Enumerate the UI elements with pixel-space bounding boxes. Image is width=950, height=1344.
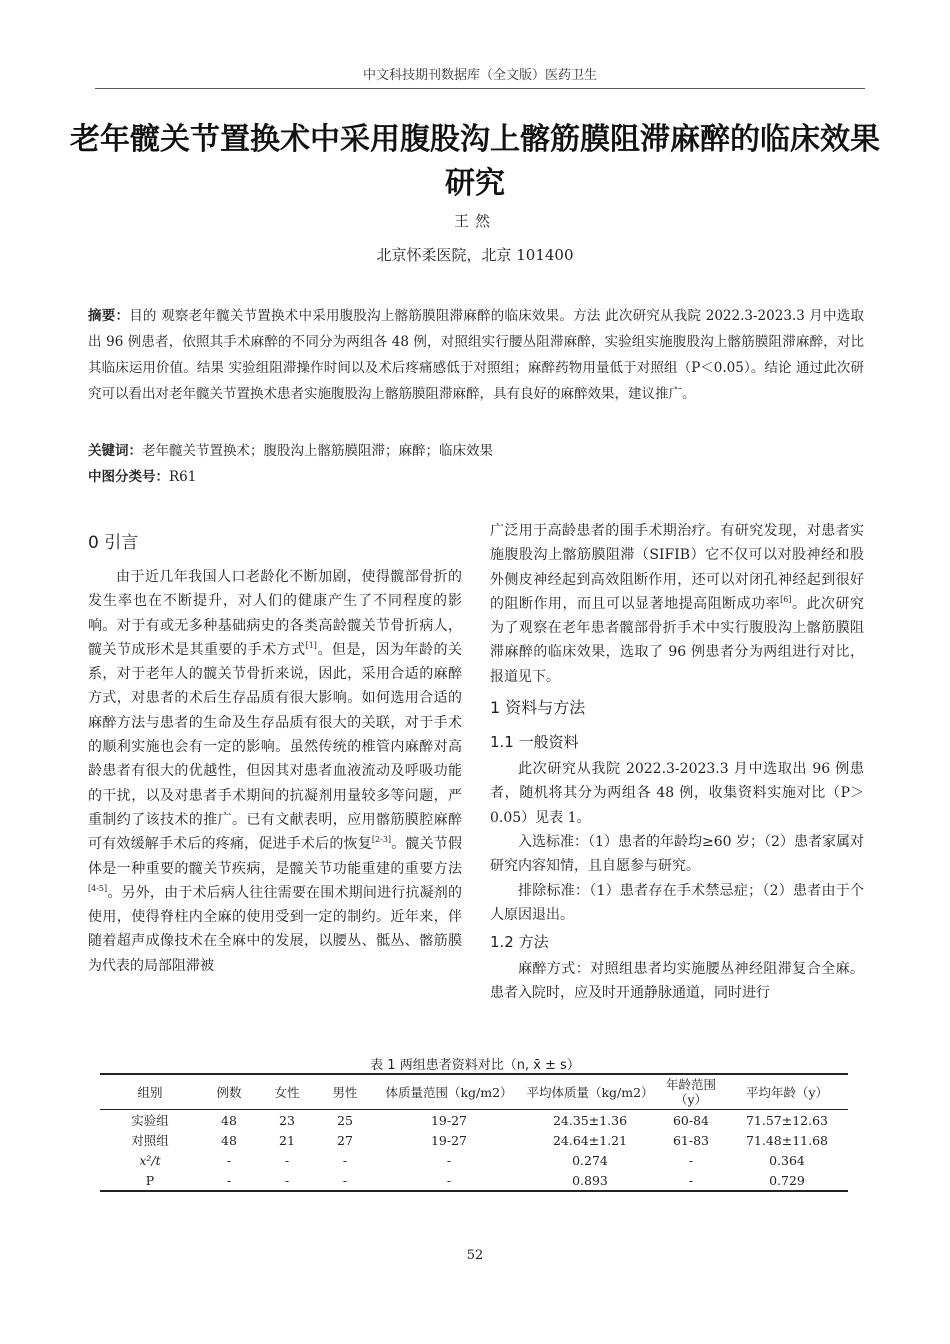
intro-text-a: 由于近几年我国人口老龄化不断加剧，使得髋部骨折的发生率也在不断提升，对人们的健康产生了不同程度的影响。对于有或无多种基础病史的各类高龄髋关节骨折病人，髋关节成形术是其重要的手术方式 bbox=[88, 569, 462, 658]
methods-paragraph: 此次研究从我院 2022.3-2023.3 月中选取出 96 例患者，随机将其分为两组各 48 例，收集资料实施对比（P＞0.05）见表 1。 bbox=[490, 761, 864, 826]
table-cell: - bbox=[688, 1152, 694, 1168]
intro-paragraph bbox=[88, 565, 462, 978]
journal-header: 中文科技期刊数据库（全文版）医药卫生 bbox=[362, 68, 597, 83]
citation: [6] bbox=[780, 594, 792, 604]
author: 王然 bbox=[453, 212, 496, 230]
table-cell: - bbox=[226, 1172, 232, 1188]
table-cell: P bbox=[145, 1172, 155, 1188]
table-header: 女性 bbox=[274, 1084, 300, 1100]
abstract bbox=[88, 303, 864, 407]
table-cell: - bbox=[446, 1152, 452, 1168]
abstract-text: 目的 观察老年髋关节置换术中采用腹股沟上髂筋膜阻滞麻醉的临床效果。方法 此次研究从我院 2022.3-2023.3 月中选取出 96 例患者，依照其手术麻醉的不同分为两组各 48 例，对照组实行腰丛阻滞麻醉，实验组实施腹股沟上髂筋膜阻滞麻醉，对比其临床运用价值。结果 实验组阻滞操作时间以及术后疼痛感低于对照组；麻醉药物用量低于对照组（P＜0.05）。结论 通过此次研究可以看出对老年髋关节置换术患者实施腹股沟上髂筋膜阻滞麻醉，具有良好的麻醉效果，建议推广。 bbox=[88, 308, 865, 402]
affiliation: 北京怀柔医院，北京 101400 bbox=[376, 246, 574, 264]
table-row bbox=[100, 1170, 848, 1191]
clc-label: 中图分类号： bbox=[88, 469, 169, 485]
table-cell: 0.893 bbox=[572, 1172, 608, 1188]
table-row bbox=[100, 1150, 848, 1170]
table-cell: 48 bbox=[221, 1132, 237, 1148]
table-header: 例数 bbox=[216, 1084, 242, 1100]
table-cell: - bbox=[284, 1152, 290, 1168]
table-cell: 60-84 bbox=[672, 1112, 710, 1128]
keywords bbox=[88, 438, 864, 464]
table-cell: - bbox=[446, 1172, 452, 1188]
table-header: 组别 bbox=[137, 1084, 163, 1100]
left-column bbox=[88, 565, 462, 978]
keywords-label: 关键词： bbox=[88, 443, 142, 459]
table-cell: 71.57±12.63 bbox=[745, 1112, 829, 1128]
table-cell: 0.729 bbox=[769, 1172, 805, 1188]
table-cell: x²/t bbox=[139, 1152, 161, 1168]
table-header: 体质量范围（kg/m2） bbox=[385, 1084, 513, 1100]
general-data-heading: 1.1 一般资料 bbox=[490, 733, 579, 752]
table-cell: 61-83 bbox=[672, 1132, 710, 1148]
methods-heading: 1 资料与方法 bbox=[490, 698, 586, 718]
table-header: 平均年龄（y） bbox=[745, 1084, 829, 1100]
table-cell: - bbox=[342, 1152, 348, 1168]
right-column bbox=[490, 519, 864, 1006]
patient-data-table bbox=[100, 1073, 848, 1192]
intro-text-e: 广泛用于高龄患者的围手术期治疗。有研究发现，对患者实施腹股沟上髂筋膜阻滞（SIFIB）它不仅可以对股神经和股外侧皮神经起到高效阻断作用，还可以对闭孔神经起到很好的阻断作用，而且可以显著地提高阻断成功率 bbox=[490, 523, 864, 612]
table-header: 平均体质量（kg/m2） bbox=[526, 1084, 654, 1100]
intro-text-c: 。髋关节假体是一种重要的髋关节疾病，是髋关节功能重建的重要方法 bbox=[88, 836, 463, 877]
table-caption: 表 1 两组患者资料对比（n, x̄ ± s） bbox=[370, 1058, 580, 1073]
keywords-text: 老年髋关节置换术；腹股沟上髂筋膜阻滞；麻醉；临床效果 bbox=[142, 443, 493, 459]
classification bbox=[88, 464, 864, 490]
table-header-row bbox=[100, 1074, 848, 1110]
clc-text: R61 bbox=[169, 469, 197, 485]
table-cell: - bbox=[284, 1172, 290, 1188]
intro-text-d: 。另外，由于术后病人往往需要在围术期间进行抗凝剂的使用，使得脊柱内全麻的使用受到一定的制约。近年来，伴随着超声成像技术在全麻中的发展，以腰丛、骶丛、髂筋膜为代表的局部阻滞被 bbox=[88, 884, 462, 974]
abstract-label: 摘要： bbox=[88, 308, 130, 324]
header-rule bbox=[95, 88, 865, 89]
anesthesia-paragraph: 麻醉方式：对照组患者均实施腰丛神经阻滞复合全麻。患者入院时，应及时开通静脉通道，同时进行 bbox=[490, 961, 864, 1002]
table-cell: 19-27 bbox=[430, 1132, 468, 1148]
table-cell: 71.48±11.68 bbox=[745, 1132, 829, 1148]
citation: [2-3] bbox=[371, 835, 392, 845]
table-cell: - bbox=[342, 1172, 348, 1188]
citation: [1] bbox=[305, 640, 317, 650]
table-cell: 24.64±1.21 bbox=[552, 1132, 628, 1148]
table-row bbox=[100, 1110, 848, 1131]
intro-text-f: 。此次研究为了观察在老年患者髋部骨折手术中实行腹股沟上髂筋膜阻滞麻醉的临床效果，选取了 96 例患者分为两组进行对比，报道见下。 bbox=[490, 595, 864, 685]
table-row bbox=[100, 1130, 848, 1150]
table-cell: 19-27 bbox=[430, 1112, 468, 1128]
intro-text-b: 。但是，因为年龄的关系，对于老年人的髋关节骨折来说，因此，采用合适的麻醉方式，对患者的术后生存品质有很大影响。如何选用合适的麻醉方法与患者的生命及生存品质有很大的关联，对于手术的顺利实施也会有一定的影响。虽然传统的椎管内麻醉对高龄患者有很大的优越性，但因其对患者血液流动及呼吸功能的干扰，以及对患者手术期间的抗凝剂用量较多等问题，严重制约了该技术的推广。已有文献表明，应用髂筋膜腔麻醉可有效缓解手术后的疼痛，促进手术后的恢复 bbox=[88, 641, 462, 853]
table-cell: 实验组 bbox=[131, 1113, 169, 1128]
intro-continued bbox=[490, 519, 864, 689]
table-cell: 0.364 bbox=[769, 1152, 805, 1168]
table-cell: 对照组 bbox=[131, 1133, 169, 1148]
table-cell: 0.274 bbox=[572, 1152, 608, 1168]
table-cell: 25 bbox=[337, 1112, 353, 1128]
exclusion-criteria: 排除标准：（1）患者存在手术禁忌症；（2）患者由于个人原因退出。 bbox=[490, 882, 864, 923]
table-cell: 23 bbox=[279, 1112, 295, 1128]
table-cell: 27 bbox=[337, 1132, 353, 1148]
table-header: 男性 bbox=[332, 1084, 358, 1100]
table-cell: 24.35±1.36 bbox=[552, 1112, 628, 1128]
intro-heading: 0 引言 bbox=[88, 533, 139, 553]
table-cell: 21 bbox=[279, 1132, 295, 1148]
method-heading: 1.2 方法 bbox=[490, 933, 549, 952]
inclusion-criteria: 入选标准：（1）患者的年龄均≥60 岁；（2）患者家属对研究内容知情，且自愿参与研究。 bbox=[490, 833, 864, 875]
page-number: 52 bbox=[466, 1248, 484, 1263]
table-cell: 48 bbox=[221, 1112, 237, 1128]
citation: [4-5] bbox=[88, 883, 108, 893]
table-cell: - bbox=[226, 1152, 232, 1168]
table-header: 年龄范围（y） bbox=[665, 1077, 716, 1107]
article-title: 老年髋关节置换术中采用腹股沟上髂筋膜阻滞麻醉的临床效果研究 bbox=[70, 122, 880, 201]
table-cell: - bbox=[688, 1172, 694, 1188]
